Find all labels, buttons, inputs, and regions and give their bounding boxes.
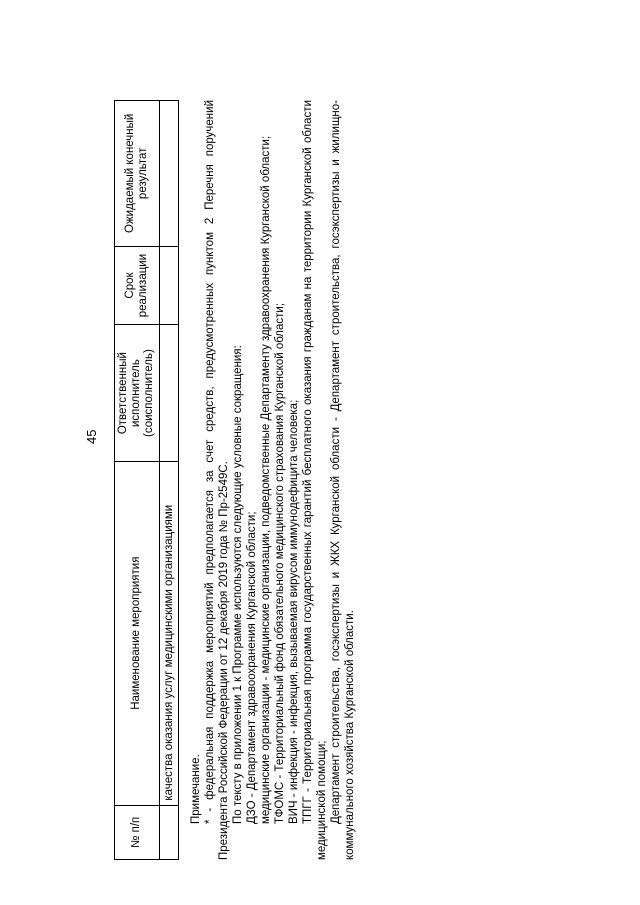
note-tfoms: ТФОМС - Территориальный фонд обязательного медицинского страхования Курганской области; [273,302,286,824]
note-medical-organizations: медицинские организации - медицинские организации, подведомственные Департаменту здравоохранения Курганской области; [259,135,272,824]
header-measure-name: Наименование мероприятия [115,461,160,805]
table-row [159,101,178,860]
note-abbreviations-intro: По тексту в приложении 1 к Программе используются следующие условные сокращения: [231,345,244,824]
note-hiv: ВИЧ - инфекция - инфекция, вызываемая вирусом иммунодефицита человека; [287,399,300,824]
header-number: № п/п [115,805,160,859]
table-cell-result [159,101,178,247]
note-dzo: ДЗО - Департамент здравоохранения Курганской области; [245,511,258,824]
measures-table [114,100,179,860]
table-header-row [115,101,160,860]
table-cell-number [159,805,178,859]
table-cell-term [159,246,178,325]
rotated-page-content [108,70,628,870]
header-term: Срок реализации [115,246,160,325]
table-cell-measure: качества оказания услуг медицинскими организациями [159,461,178,805]
notes-heading: Примечание. [189,754,202,824]
notes-section [189,100,357,860]
page-number: 45 [84,429,99,444]
note-tpgg: ТПГГ - Территориальная программа государственных гарантий бесплатного оказания гражданам на территории Курганской области медицинской помощи; [301,100,328,860]
note-construction-department: Департамент строительства, госэкспертизы и ЖКХ Курганской области - Департамент строительства, госэкспертизы и жилищно-коммунального хозяйства Курганской области. [329,100,356,860]
table-cell-responsible [159,325,178,461]
header-responsible: Ответственный исполнитель (соисполнитель) [115,325,160,461]
header-result: Ожидаемый конечный результат [115,101,160,247]
note-federal-support: * - федеральная поддержка мероприятий предполагается за счет средств, предусмотренных пунктом 2 Перечня поручений Президента Российской Федерации от 12 декабря 2019 года № Пр-2549С. [203,100,230,860]
